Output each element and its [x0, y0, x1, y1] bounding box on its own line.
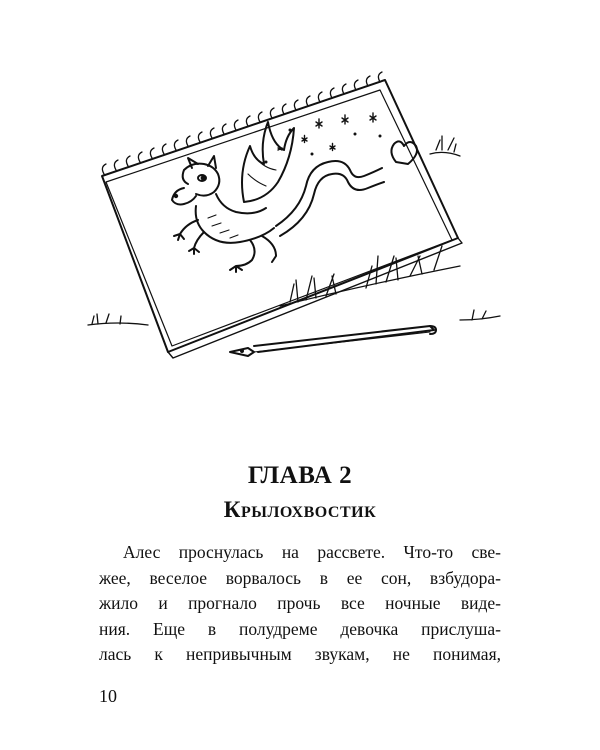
chapter-number: ГЛАВА 2 — [247, 462, 353, 489]
body-text — [99, 540, 501, 668]
page-number: 10 — [99, 686, 117, 706]
text-line: жее, веселое ворвалось в ее сон, взбудора- — [99, 567, 501, 588]
text-line: Алес проснулась на рассвете. Что-то све- — [123, 542, 501, 562]
text-line: ния. Еще в полудреме девочка прислуша- — [99, 618, 501, 639]
pen — [230, 326, 436, 356]
grass — [88, 136, 500, 325]
dragon-drawing — [172, 122, 417, 272]
sketchbook — [102, 80, 462, 358]
spiral-binding — [102, 72, 382, 174]
sketchbook-dragon-illustration — [80, 70, 520, 370]
text-line: лась к непривычным звукам, не понимая, — [99, 644, 501, 664]
text-line: жило и прогнало прочь все ночные виде- — [99, 593, 501, 613]
chapter-title: Крылохвостик — [223, 497, 377, 522]
stars — [265, 113, 381, 163]
